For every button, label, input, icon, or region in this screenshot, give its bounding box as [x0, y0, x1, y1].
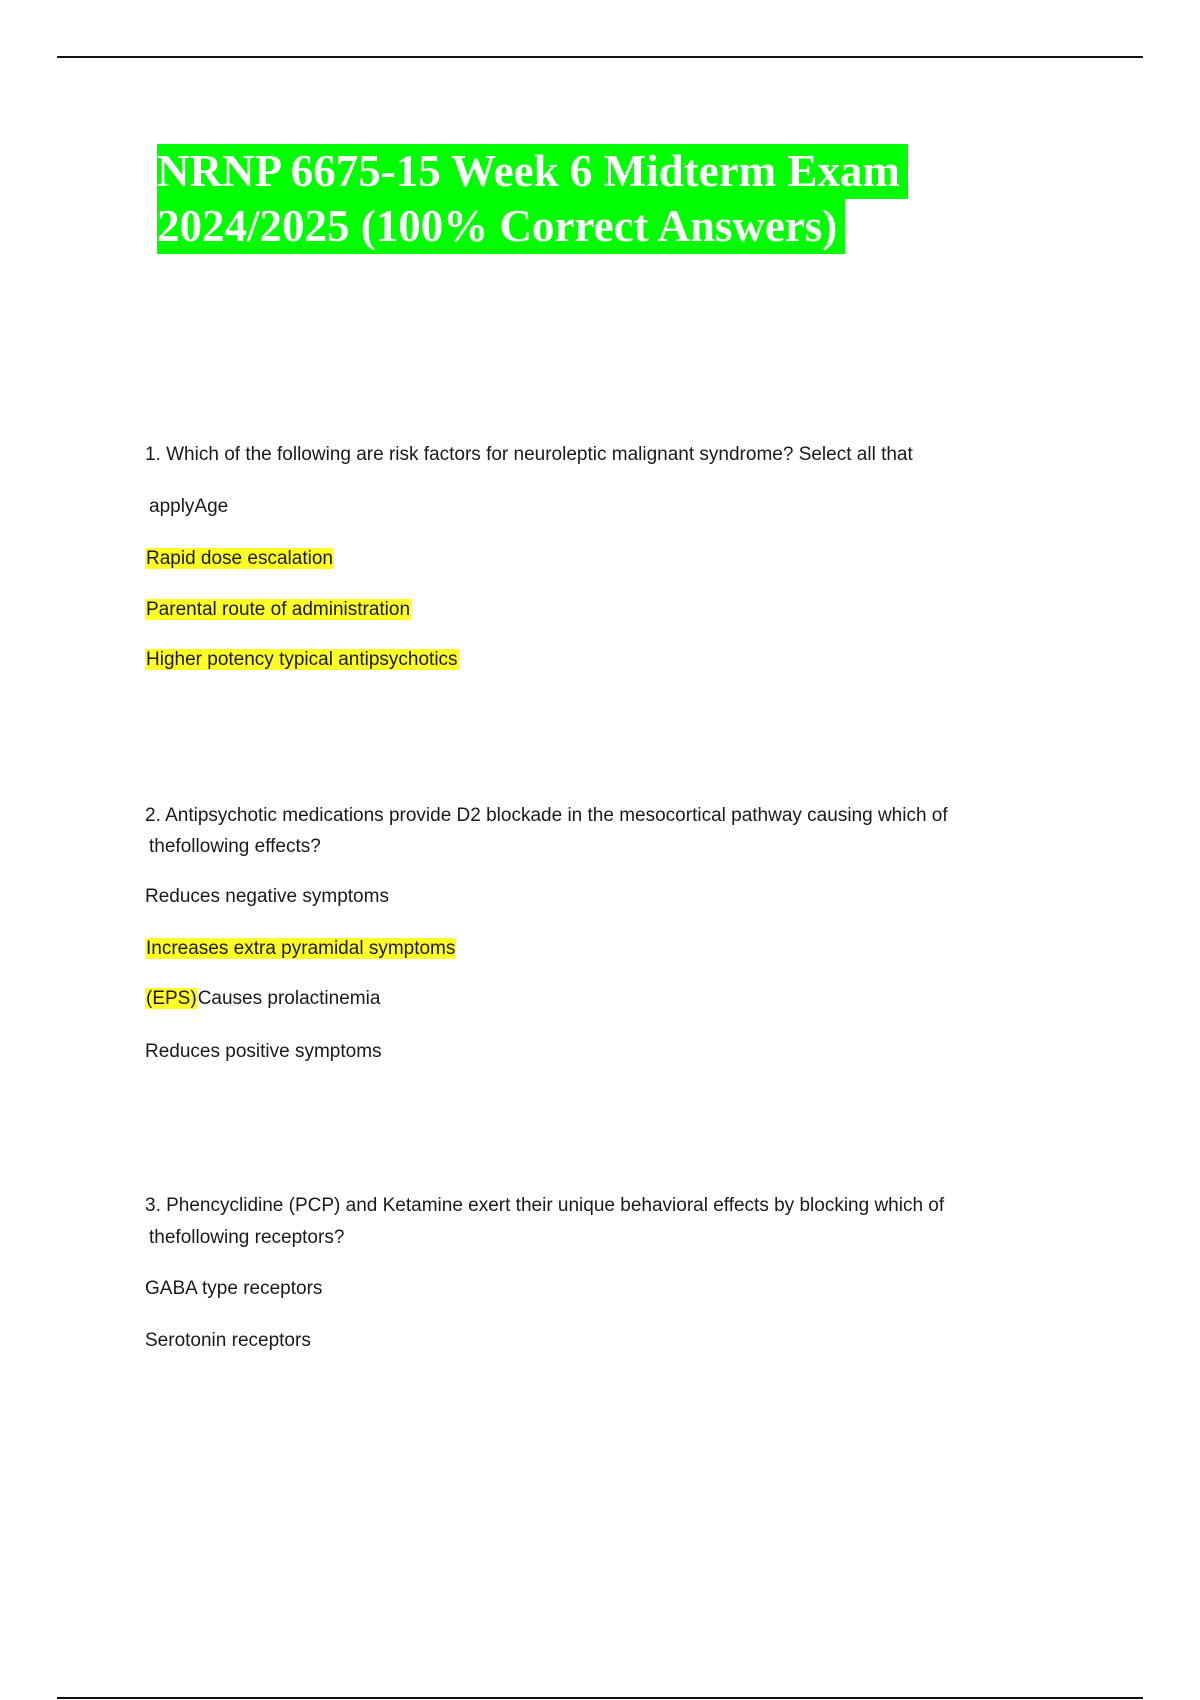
question-2-option-1: Reduces negative symptoms — [145, 886, 389, 907]
option-text: Causes prolactinemia — [197, 988, 381, 1009]
bottom-rule — [57, 1697, 1143, 1699]
question-2-option-4: Reduces positive symptoms — [145, 1041, 382, 1062]
answer-highlight: (EPS) — [146, 988, 197, 1009]
question-2-text-continued: thefollowing effects? — [149, 836, 321, 857]
question-2-option-2 — [145, 936, 456, 962]
question-3-text: 3. Phencyclidine (PCP) and Ketamine exert their unique behavioral effects by blocking which of — [145, 1195, 945, 1216]
question-3-text-continued: thefollowing receptors? — [149, 1227, 345, 1248]
answer-highlight: Rapid dose escalation — [146, 548, 333, 569]
question-3-option-2: Serotonin receptors — [145, 1330, 311, 1351]
title-line-1: NRNP 6675-15 Week 6 Midterm Exam — [157, 144, 908, 199]
question-1-option-1 — [145, 546, 334, 572]
top-rule — [57, 56, 1143, 58]
title-line-2: 2024/2025 (100% Correct Answers) — [157, 199, 845, 254]
answer-highlight: Increases extra pyramidal symptoms — [146, 938, 456, 959]
answer-highlight: Higher potency typical antipsychotics — [146, 649, 458, 670]
question-1-text-continued: applyAge — [149, 496, 229, 517]
question-1-option-2 — [145, 597, 411, 623]
question-2-text: 2. Antipsychotic medications provide D2 blockade in the mesocortical pathway causing which of — [145, 805, 948, 826]
question-3-option-1: GABA type receptors — [145, 1278, 323, 1299]
question-1-text: 1. Which of the following are risk factors for neuroleptic malignant syndrome? Select all that — [145, 444, 913, 465]
page-title — [157, 144, 908, 254]
question-2-option-3 — [145, 986, 380, 1012]
question-1-option-3 — [145, 647, 459, 673]
answer-highlight: Parental route of administration — [146, 599, 411, 620]
